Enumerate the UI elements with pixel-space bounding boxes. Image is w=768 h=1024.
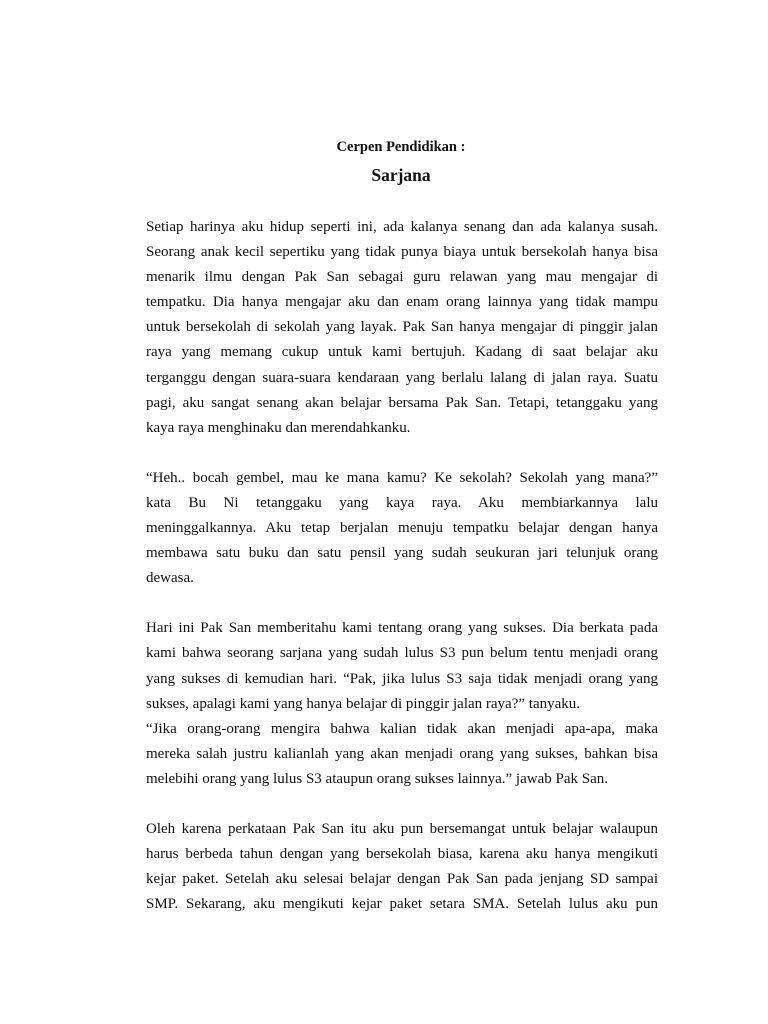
text-line: kejar paket. Setelah aku selesai belajar dengan Pak San pada jenjang SD sampai bbox=[146, 871, 658, 888]
text-line: kami bahwa seorang sarjana yang sudah lulus S3 pun belum tentu menjadi orang bbox=[146, 645, 658, 662]
paragraph-gap bbox=[146, 441, 658, 466]
text-line: Seorang anak kecil sepertiku yang tidak punya biaya untuk bersekolah hanya bisa bbox=[146, 244, 658, 261]
text-line: SMP. Sekarang, aku mengikuti kejar paket setara SMA. Setelah lulus aku pun bbox=[146, 896, 658, 913]
text-line: Setiap harinya aku hidup seperti ini, ada kalanya senang dan ada kalanya susah. bbox=[146, 219, 658, 235]
document-title: Sarjana bbox=[371, 165, 431, 185]
text-line: yang sukses di kemudian hari. “Pak, jika lulus S3 saja tidak menjadi orang yang bbox=[146, 670, 658, 687]
text-line: harus berbeda tahun dengan yang bersekolah biasa, karena aku hanya mengikuti bbox=[146, 846, 658, 863]
text-line: raya yang memang cukup untuk kami bertujuh. Kadang di saat belajar aku bbox=[146, 344, 658, 361]
text-line: menarik ilmu dengan Pak San sebagai guru relawan yang mau mengajar di bbox=[146, 269, 658, 286]
text-line: melebihi orang yang lulus S3 ataupun orang sukses lainnya.” jawab Pak San. bbox=[146, 770, 608, 787]
text-line: sukses, apalagi kami yang hanya belajar di pinggir jalan raya?” tanyaku. bbox=[146, 695, 581, 712]
text-line: kaya raya menghinaku dan merendahkanku. bbox=[146, 419, 411, 436]
paragraph-gap bbox=[146, 792, 658, 817]
text-line: dewasa. bbox=[146, 570, 194, 587]
text-line: mereka salah justru kalianlah yang akan menjadi orang yang sukses, bahkan bisa bbox=[146, 745, 658, 762]
paragraph-gap bbox=[146, 591, 658, 616]
text-line: untuk bersekolah di sekolah yang layak. Pak San hanya mengajar di pinggir jalan bbox=[146, 319, 658, 336]
paragraph bbox=[146, 215, 658, 441]
text-line: “Jika orang-orang mengira bahwa kalian tidak akan menjadi apa-apa, maka bbox=[146, 720, 658, 737]
document-heading: Cerpen Pendidikan : bbox=[336, 139, 466, 155]
text-line: meninggalkannya. Aku tetap berjalan menuju tempatku belajar dengan hanya bbox=[146, 520, 658, 537]
text-line: kata Bu Ni tetanggaku yang kaya raya. Aku membiarkannya lalu bbox=[146, 494, 658, 511]
paragraph bbox=[146, 616, 658, 716]
text-line: “Heh.. bocah gembel, mau ke mana kamu? Ke sekolah? Sekolah yang mana?” bbox=[146, 469, 658, 486]
text-line: Oleh karena perkataan Pak San itu aku pun bersemangat untuk belajar walaupun bbox=[146, 820, 658, 837]
document-body bbox=[146, 215, 658, 917]
paragraph bbox=[146, 717, 658, 792]
text-line: terganggu dengan suara-suara kendaraan yang berlalu lalang di jalan raya. Suatu bbox=[146, 369, 658, 386]
text-line: tempatku. Dia hanya mengajar aku dan enam orang lainnya yang tidak mampu bbox=[146, 294, 658, 311]
text-line: Hari ini Pak San memberitahu kami tentang orang yang sukses. Dia berkata pada bbox=[146, 620, 658, 637]
text-line: pagi, aku sangat senang akan belajar bersama Pak San. Tetapi, tetanggaku yang bbox=[146, 394, 658, 411]
paragraph bbox=[146, 817, 658, 917]
paragraph bbox=[146, 466, 658, 591]
text-line: membawa satu buku dan satu pensil yang sudah seukuran jari telunjuk orang bbox=[146, 545, 658, 562]
